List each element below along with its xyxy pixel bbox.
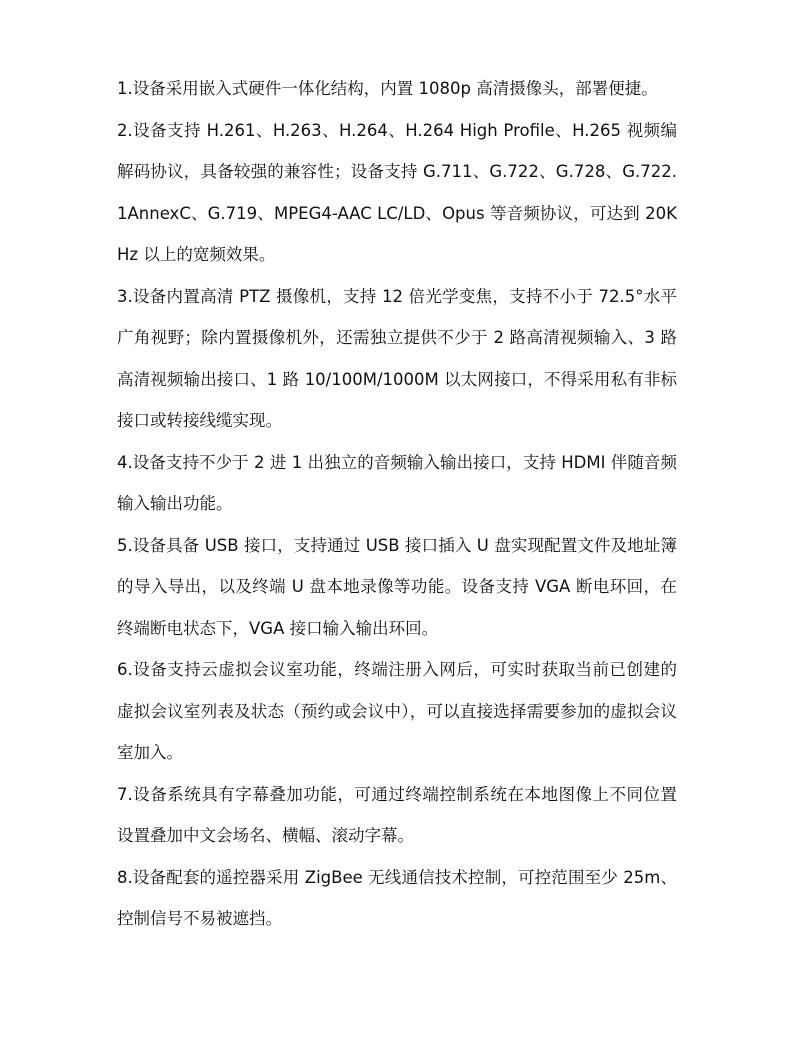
document-body xyxy=(117,68,677,940)
spec-item-4: 4.设备支持不少于 2 进 1 出独立的音频输入输出接口，支持 HDMI 伴随音频输入输出功能。 xyxy=(117,452,677,513)
spec-item-5: 5.设备具备 USB 接口，支持通过 USB 接口插入 U 盘实现配置文件及地址簿的导入导出，以及终端 U 盘本地录像等功能。设备支持 VGA 断电环回，在终端断电状态下，VGA 接口输入输出环回。 xyxy=(117,535,677,638)
spec-item-7: 7.设备系统具有字幕叠加功能，可通过终端控制系统在本地图像上不同位置设置叠加中文会场名、横幅、滚动字幕。 xyxy=(117,784,677,845)
spec-item-6: 6.设备支持云虚拟会议室功能，终端注册入网后，可实时获取当前已创建的虚拟会议室列表及状态（预约或会议中），可以直接选择需要参加的虚拟会议室加入。 xyxy=(117,660,677,762)
spec-item-3: 3.设备内置高清 PTZ 摄像机，支持 12 倍光学变焦，支持不小于 72.5°水平广角视野；除内置摄像机外，还需独立提供不少于 2 路高清视频输入、3 路高清视频输出接口、1 路 10/100M/1000M 以太网接口，不得采用私有非标接口或转接线缆实现。 xyxy=(117,286,677,430)
spec-item-2: 2.设备支持 H.261、H.263、H.264、H.264 High Profile、H.265 视频编解码协议，具备较强的兼容性；设备支持 G.711、G.722、G.728、G.722.1AnnexC、G.719、MPEG4-AAC LC/LD、Opus 等音频协议，可达到 20KHz 以上的宽频效果。 xyxy=(117,120,677,264)
spec-item-1: 1.设备采用嵌入式硬件一体化结构，内置 1080p 高清摄像头，部署便捷。 xyxy=(117,79,658,98)
spec-item-8: 8.设备配套的遥控器采用 ZigBee 无线通信技术控制，可控范围至少 25m、控制信号不易被遮挡。 xyxy=(117,867,677,928)
